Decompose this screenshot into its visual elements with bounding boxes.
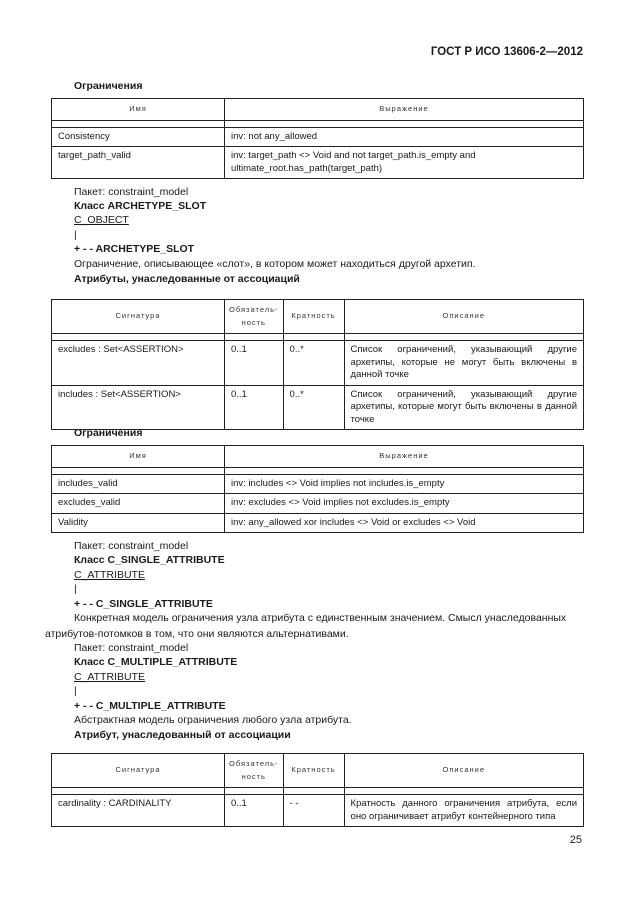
- col-required: Обязатель-ность: [225, 300, 284, 334]
- attributes-heading: Атрибуты, унаследованные от ассоциаций: [74, 273, 300, 285]
- table-row: [52, 795, 584, 827]
- attr-signature: includes : Set<ASSERTION>: [52, 385, 225, 430]
- document-id: ГОСТ Р ИСО 13606-2—2012: [430, 46, 583, 58]
- col-expression: Выражение: [225, 446, 584, 468]
- constraints-heading-2: Ограничения: [74, 427, 143, 439]
- parent-class: C_ATTRIBUTE: [74, 569, 145, 581]
- attr-signature: excludes : Set<ASSERTION>: [52, 341, 225, 386]
- class-description: Абстрактная модель ограничения любого узла атрибута.: [74, 714, 352, 726]
- constraint-expr: inv: includes <> Void implies not includes.is_empty: [225, 474, 584, 494]
- attr-description: Список ограничений, указывающий другие архетипы, которые не могут быть включены в данной точке: [344, 341, 583, 386]
- attr-required: 0..1: [225, 795, 284, 827]
- col-signature: Сигнатура: [52, 300, 225, 334]
- col-description: Описание: [344, 300, 583, 334]
- constraints-table-2: [51, 445, 584, 533]
- constraint-name: excludes_valid: [52, 494, 225, 514]
- inheritance-pipe: |: [74, 685, 77, 697]
- attr-description: Список ограничений, указывающий другие архетипы, которые могут быть включены в данной точке: [344, 385, 583, 430]
- table-row: [52, 474, 584, 494]
- attr-required: 0..1: [225, 385, 284, 430]
- inheritance-pipe: |: [74, 583, 77, 595]
- constraints-table-1: [51, 98, 584, 179]
- col-description: Описание: [344, 754, 583, 788]
- col-expression: Выражение: [225, 99, 584, 121]
- inheritance-pipe: |: [74, 229, 77, 241]
- constraint-expr: inv: excludes <> Void implies not excludes.is_empty: [225, 494, 584, 514]
- constraints-heading-1: Ограничения: [74, 80, 143, 92]
- attributes-table-2: [51, 753, 584, 827]
- constraint-expr: inv: any_allowed xor includes <> Void or excludes <> Void: [225, 513, 584, 533]
- table-row: [52, 513, 584, 533]
- parent-class: C_OBJECT: [74, 214, 129, 226]
- package-line: Пакет: constraint_model: [74, 642, 189, 654]
- package-line: Пакет: constraint_model: [74, 540, 189, 552]
- constraint-name: target_path_valid: [52, 147, 225, 179]
- derived-class: + - - C_SINGLE_ATTRIBUTE: [74, 598, 213, 610]
- derived-class: + - - ARCHETYPE_SLOT: [74, 243, 195, 255]
- col-name: Имя: [52, 99, 225, 121]
- attributes-heading: Атрибут, унаследованный от ассоциации: [74, 729, 291, 741]
- constraint-expr: inv: target_path <> Void and not target_path.is_empty and ultimate_root.has_path(target_path): [225, 147, 584, 179]
- constraint-expr: inv: not any_allowed: [225, 127, 584, 147]
- class-description: Ограничение, описывающее «слот», в котором может находиться другой архетип.: [74, 258, 476, 270]
- class-title: Класс C_MULTIPLE_ATTRIBUTE: [74, 656, 238, 668]
- class-title: Класс ARCHETYPE_SLOT: [74, 200, 207, 212]
- page-number: 25: [569, 834, 582, 846]
- table-row: [52, 341, 584, 386]
- class-title: Класс C_SINGLE_ATTRIBUTE: [74, 554, 225, 566]
- package-line: Пакет: constraint_model: [74, 186, 189, 198]
- table-row: [52, 494, 584, 514]
- parent-class: C_ATTRIBUTE: [74, 671, 145, 683]
- constraint-name: includes_valid: [52, 474, 225, 494]
- derived-class: + - - C_MULTIPLE_ATTRIBUTE: [74, 700, 226, 712]
- col-multiplicity: Кратность: [283, 754, 344, 788]
- col-name: Имя: [52, 446, 225, 468]
- attr-required: 0..1: [225, 341, 284, 386]
- col-multiplicity: Кратность: [283, 300, 344, 334]
- attr-multiplicity: 0..*: [283, 341, 344, 386]
- table-row: [52, 385, 584, 430]
- attr-description: Кратность данного ограничения атрибута, если оно ограничивает атрибут контейнерного типа: [344, 795, 583, 827]
- constraint-name: Consistency: [52, 127, 225, 147]
- class-description: Конкретная модель ограничения узла атрибута с единственным значением. Смысл унаследованных атрибутов-потомков в том, что они являются альтернативами.: [45, 612, 567, 640]
- table-row: [52, 127, 584, 147]
- constraint-name: Validity: [52, 513, 225, 533]
- attr-multiplicity: - -: [283, 795, 344, 827]
- col-required: Обязатель-ность: [225, 754, 284, 788]
- attr-multiplicity: 0..*: [283, 385, 344, 430]
- attributes-table-1: [51, 299, 584, 430]
- attr-signature: cardinality : CARDINALITY: [52, 795, 225, 827]
- col-signature: Сигнатура: [52, 754, 225, 788]
- table-row: [52, 147, 584, 179]
